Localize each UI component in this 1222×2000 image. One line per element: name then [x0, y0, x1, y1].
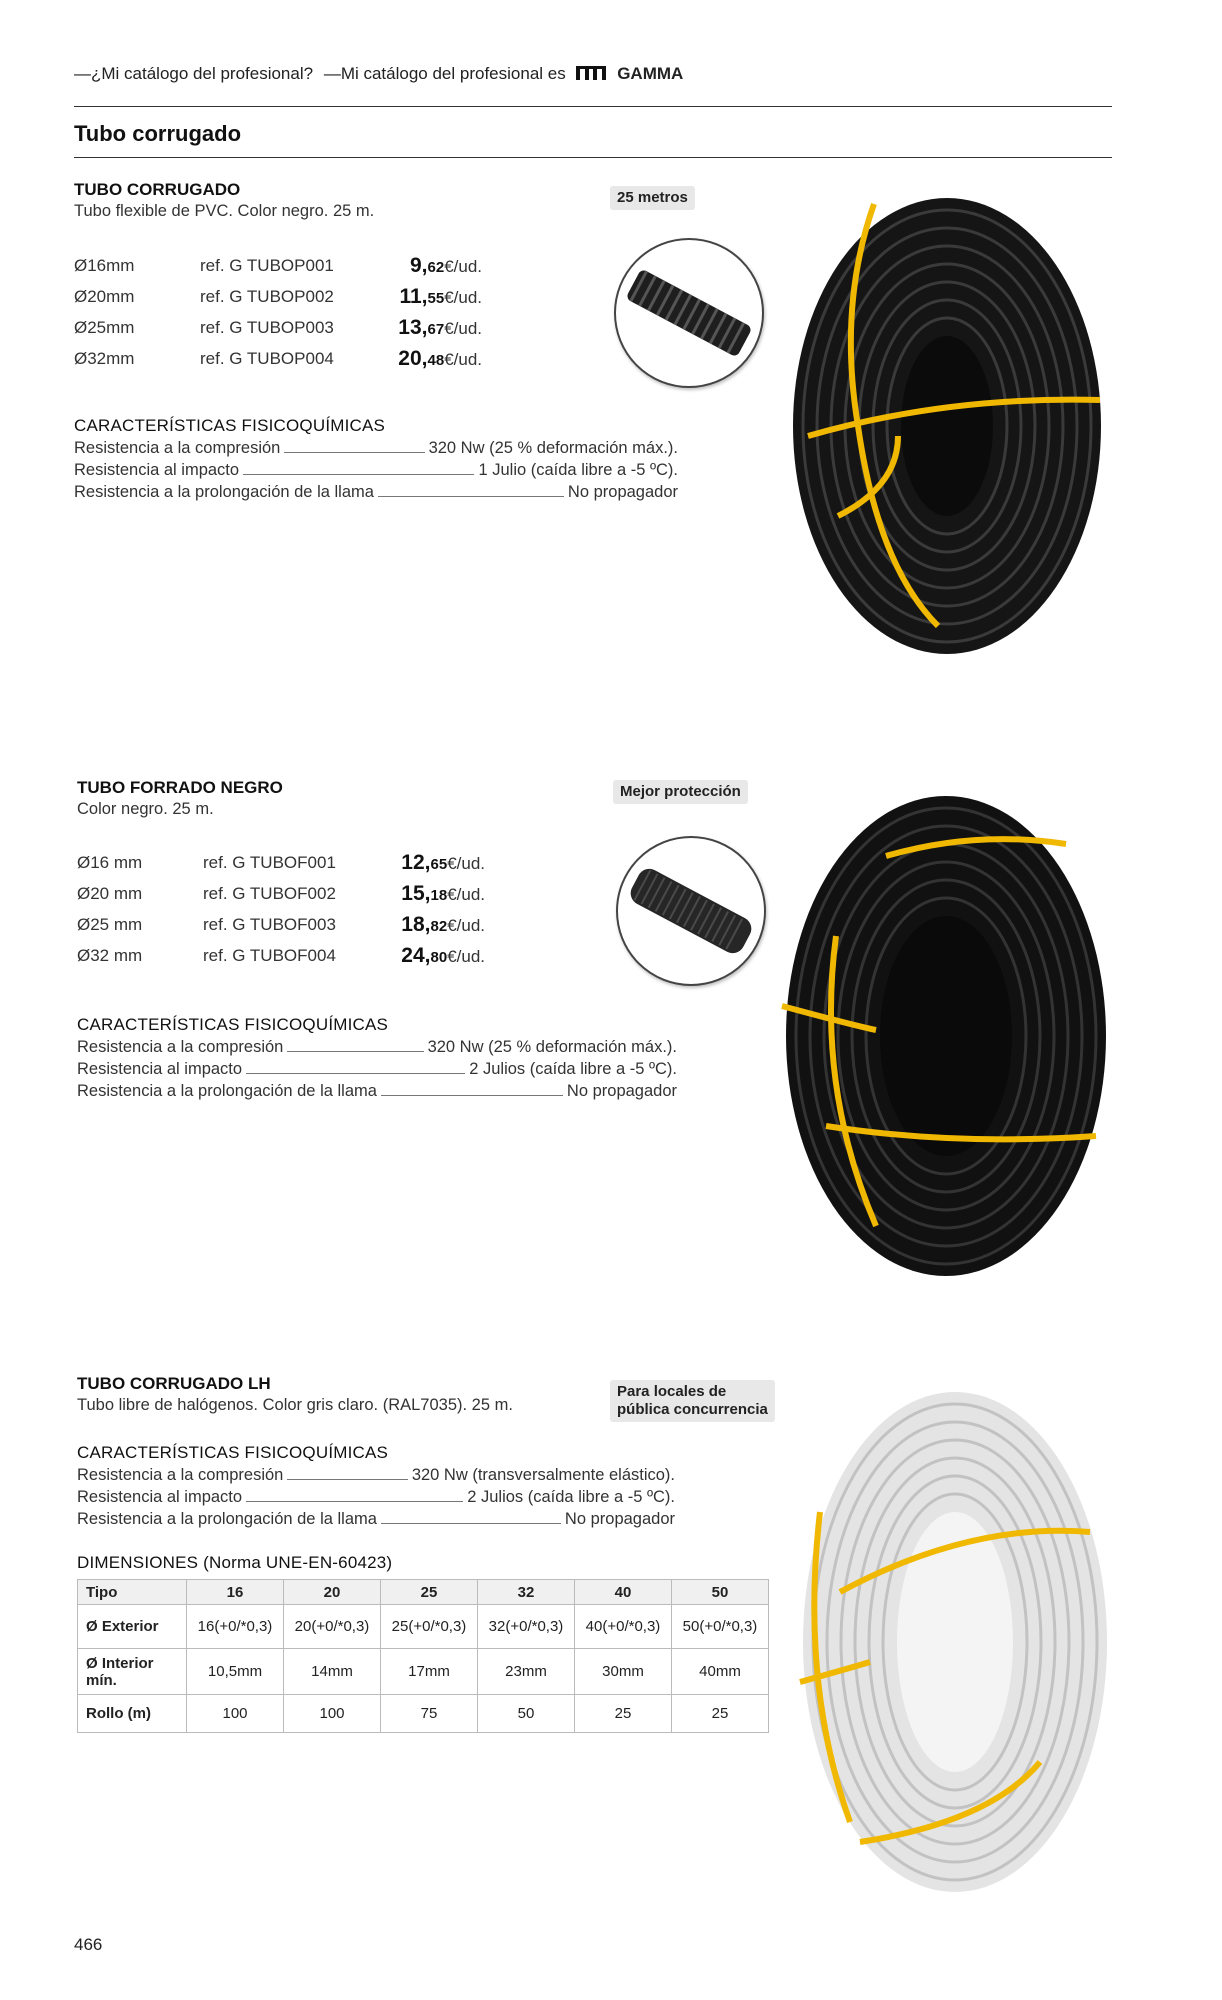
variant-price [410, 250, 482, 283]
characteristic-label: Resistencia a la prolongación de la llama [77, 1080, 381, 1102]
product-badge: 25 metros [610, 186, 695, 210]
badge-line-2: pública concurrencia [617, 1401, 768, 1418]
variant-diameter: Ø32mm [74, 349, 135, 368]
table-cell: 30mm [575, 1649, 672, 1695]
variant-list [77, 847, 485, 971]
variant-row [77, 909, 485, 940]
characteristic-label: Resistencia al impacto [77, 1486, 246, 1508]
section-divider [74, 157, 1112, 158]
variant-price [401, 878, 485, 911]
variant-ref: ref. G TUBOP002 [200, 287, 334, 306]
characteristic-value: 320 Nw (transversalmente elástico). [408, 1464, 675, 1486]
price-unit: €/ud. [447, 885, 485, 904]
characteristic-label: Resistencia a la prolongación de la llama [74, 481, 378, 503]
characteristic-value: 320 Nw (25 % deformación máx.). [425, 437, 678, 459]
characteristic-row [74, 459, 678, 481]
variant-row [74, 250, 482, 281]
table-row [78, 1605, 769, 1649]
table-cell: 23mm [478, 1649, 575, 1695]
variant-row [77, 878, 485, 909]
variant-row [74, 281, 482, 312]
table-header-row [78, 1580, 769, 1605]
price-unit: €/ud. [444, 288, 482, 307]
price-decimal: 18 [430, 887, 448, 904]
table-header-cell: 20 [284, 1580, 381, 1605]
characteristic-row [77, 1486, 675, 1508]
variant-diameter: Ø16 mm [77, 853, 143, 872]
price-integer: 13, [398, 316, 428, 339]
variant-price [401, 847, 485, 880]
characteristic-value: 2 Julios (caída libre a -5 ºC). [465, 1058, 677, 1080]
characteristic-value: 2 Julios (caída libre a -5 ºC). [463, 1486, 675, 1508]
product-title: TUBO CORRUGADO [74, 180, 241, 199]
price-decimal: 67 [427, 321, 445, 338]
characteristic-label: Resistencia a la prolongación de la llama [77, 1508, 381, 1530]
table-cell: 17mm [381, 1649, 478, 1695]
characteristics-heading: CARACTERÍSTICAS FISICOQUÍMICAS [77, 1015, 389, 1034]
black-coil-image [776, 786, 1116, 1291]
characteristic-value: No propagador [564, 481, 678, 503]
product-badge: Mejor protección [613, 780, 748, 804]
variant-diameter: Ø25mm [74, 318, 135, 337]
table-header-cell: 50 [672, 1580, 769, 1605]
variant-diameter: Ø32 mm [77, 946, 143, 965]
characteristic-row [77, 1464, 675, 1486]
price-integer: 20, [398, 347, 428, 370]
characteristics-heading: CARACTERÍSTICAS FISICOQUÍMICAS [77, 1443, 389, 1462]
product-description: Tubo flexible de PVC. Color negro. 25 m. [74, 202, 375, 220]
characteristic-label: Resistencia a la compresión [74, 437, 284, 459]
variant-diameter: Ø20 mm [77, 884, 143, 903]
dimensions-heading: DIMENSIONES (Norma UNE-EN-60423) [77, 1553, 393, 1572]
variant-ref: ref. G TUBOP004 [200, 349, 334, 368]
characteristic-row [77, 1508, 675, 1530]
variant-price [398, 343, 482, 376]
product-description: Color negro. 25 m. [77, 800, 214, 818]
price-integer: 15, [401, 882, 431, 905]
table-cell: 20(+0/*0,3) [284, 1605, 381, 1649]
variant-row [77, 847, 485, 878]
price-integer: 18, [401, 913, 431, 936]
characteristic-row [74, 481, 678, 503]
table-cell: 14mm [284, 1649, 381, 1695]
characteristic-row [74, 437, 678, 459]
price-unit: €/ud. [444, 257, 482, 276]
variant-price [401, 940, 485, 973]
product-title: TUBO CORRUGADO LH [77, 1374, 271, 1393]
table-cell: 50 [478, 1695, 575, 1733]
tube-detail-image [616, 836, 766, 986]
table-cell: 25 [672, 1695, 769, 1733]
characteristic-value: No propagador [563, 1080, 677, 1102]
variant-diameter: Ø20mm [74, 287, 135, 306]
variant-diameter: Ø25 mm [77, 915, 143, 934]
table-cell: 10,5mm [187, 1649, 284, 1695]
variant-row [74, 312, 482, 343]
table-cell: 32(+0/*0,3) [478, 1605, 575, 1649]
page-number: 466 [74, 1935, 103, 1954]
tagline-answer: —Mi catálogo del profesional es [323, 64, 566, 83]
dimensions-table [77, 1579, 769, 1733]
table-row [78, 1695, 769, 1733]
price-decimal: 55 [427, 290, 445, 307]
brand-name: GAMMA [617, 64, 684, 83]
variant-ref: ref. G TUBOP003 [200, 318, 334, 337]
product-title: TUBO FORRADO NEGRO [77, 778, 283, 797]
characteristic-row [77, 1058, 677, 1080]
table-row [78, 1649, 769, 1695]
characteristic-label: Resistencia al impacto [74, 459, 243, 481]
price-integer: 12, [401, 851, 431, 874]
variant-row [77, 940, 485, 971]
table-header-cell: 16 [187, 1580, 284, 1605]
characteristic-value: 320 Nw (25 % deformación máx.). [424, 1036, 677, 1058]
table-cell: 100 [187, 1695, 284, 1733]
table-cell: 40mm [672, 1649, 769, 1695]
characteristic-row [77, 1036, 677, 1058]
table-cell: 100 [284, 1695, 381, 1733]
table-header-cell: 40 [575, 1580, 672, 1605]
price-unit: €/ud. [447, 916, 485, 935]
table-header-cell: Tipo [78, 1580, 187, 1605]
variant-ref: ref. G TUBOF001 [203, 853, 336, 872]
characteristic-row [77, 1080, 677, 1102]
variant-list [74, 250, 482, 374]
table-cell: 25(+0/*0,3) [381, 1605, 478, 1649]
variant-ref: ref. G TUBOF003 [203, 915, 336, 934]
table-row-label: Ø Exterior [78, 1605, 187, 1649]
table-header-cell: 25 [381, 1580, 478, 1605]
price-unit: €/ud. [447, 947, 485, 966]
product-badge [610, 1380, 775, 1422]
variant-diameter: Ø16mm [74, 256, 135, 275]
table-header-cell: 32 [478, 1580, 575, 1605]
table-cell: 25 [575, 1695, 672, 1733]
tagline-question: —¿Mi catálogo del profesional? [74, 64, 314, 83]
variant-ref: ref. G TUBOF004 [203, 946, 336, 965]
tube-detail-image [614, 238, 764, 388]
characteristic-label: Resistencia a la compresión [77, 1036, 287, 1058]
table-row-label: Ø Interior mín. [78, 1649, 187, 1695]
header-divider [74, 106, 1112, 107]
price-unit: €/ud. [444, 350, 482, 369]
variant-ref: ref. G TUBOP001 [200, 256, 334, 275]
characteristic-label: Resistencia a la compresión [77, 1464, 287, 1486]
price-decimal: 62 [427, 259, 445, 276]
variant-price [399, 281, 482, 314]
variant-row [74, 343, 482, 374]
badge-line-1: Para locales de [617, 1383, 727, 1400]
price-unit: €/ud. [444, 319, 482, 338]
price-decimal: 82 [430, 918, 448, 935]
variant-ref: ref. G TUBOF002 [203, 884, 336, 903]
section-title: Tubo corrugado [74, 121, 242, 146]
characteristic-value: 1 Julio (caída libre a -5 ºC). [474, 459, 678, 481]
catalog-tagline [74, 64, 683, 84]
grey-coil-image [790, 1382, 1120, 1907]
table-cell: 40(+0/*0,3) [575, 1605, 672, 1649]
table-cell: 75 [381, 1695, 478, 1733]
price-integer: 24, [401, 944, 431, 967]
price-integer: 9, [409, 254, 428, 277]
variant-price [398, 312, 482, 345]
characteristic-value: No propagador [561, 1508, 675, 1530]
price-unit: €/ud. [447, 854, 485, 873]
gamma-logo-icon [576, 66, 606, 80]
table-cell: 50(+0/*0,3) [672, 1605, 769, 1649]
table-row-label: Rollo (m) [78, 1695, 187, 1733]
product-description: Tubo libre de halógenos. Color gris claro. (RAL7035). 25 m. [77, 1396, 513, 1414]
characteristic-label: Resistencia al impacto [77, 1058, 246, 1080]
characteristics-heading: CARACTERÍSTICAS FISICOQUÍMICAS [74, 416, 386, 435]
black-coil-image [778, 186, 1116, 671]
price-decimal: 48 [427, 352, 445, 369]
price-decimal: 65 [430, 856, 448, 873]
variant-price [401, 909, 485, 942]
price-decimal: 80 [430, 949, 448, 966]
price-integer: 11, [399, 285, 428, 308]
table-cell: 16(+0/*0,3) [187, 1605, 284, 1649]
